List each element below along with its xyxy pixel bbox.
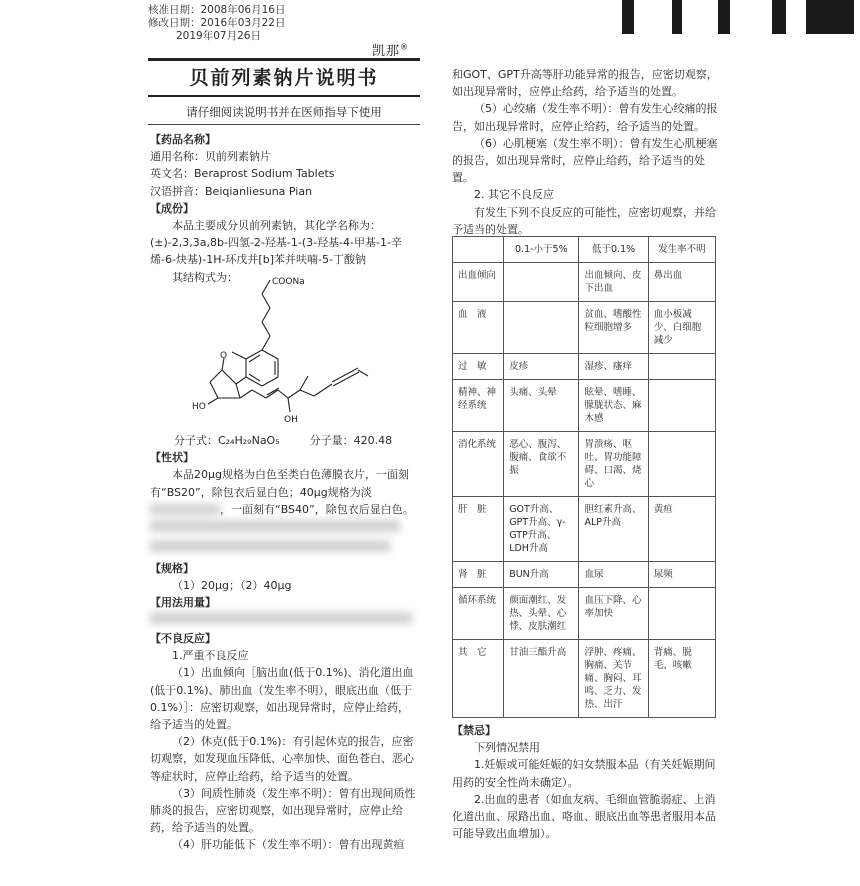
right-line: （5）心绞痛（发生率不明）：曾有发生心绞痛的报告，如出现异常时，应停止给药，给予适当的处置。 [452, 102, 718, 133]
table-row [453, 302, 716, 354]
table-cell: 血尿 [579, 562, 648, 588]
approval-date: 核准日期：2008年06月16日 [148, 4, 286, 16]
hydroxyl-label-2: OH [284, 415, 298, 425]
spec-section [150, 560, 416, 612]
table-cell [504, 263, 579, 302]
redacted-block [150, 540, 390, 552]
spec-heading: 【规格】 [150, 562, 194, 575]
table-cell [648, 432, 715, 497]
document-title: 贝前列素钠片说明书 [189, 67, 379, 89]
adverse-line: 1.严重不良反应 [172, 649, 249, 663]
table-cell: 出血倾向 [453, 263, 504, 302]
coona-label: COONa [272, 277, 305, 287]
appearance-text-2: ，一面刻有“BS40”，除包衣后显白色。 [150, 501, 416, 518]
table-cell: 肾 脏 [453, 562, 504, 588]
table-row [453, 562, 716, 588]
appearance-text: 本品20μg规格为白色至类白色薄膜衣片，一面刻有“BS20”，除包衣后显白色；40μg规格为淡 [150, 468, 409, 499]
table-cell: 尿频 [648, 562, 715, 588]
table-row [453, 380, 716, 432]
table-cell: 胆红素升高、ALP升高 [579, 497, 648, 562]
redacted-block [150, 504, 220, 515]
table-cell: 颜面潮红、发热、头晕、心悸、皮肤潮红 [504, 588, 579, 640]
table-row [453, 354, 716, 380]
table-cell: 眩晕、嗜睡、朦胧状态、麻木感 [579, 380, 648, 432]
table-row [453, 640, 716, 718]
table-cell: 皮疹 [504, 354, 579, 380]
table-cell: 消化系统 [453, 432, 504, 497]
table-cell: 浮肿、疼痛、胸痛、关节痛、胸闷、耳鸣、乏力、发热、出汗 [579, 640, 648, 718]
adverse-line: （2）休克(低于0.1%)：有引起休克的报告，应密切观察，如发现血压降低、心率加快、面色苍白、恶心等症状时，应停止给药，给予适当的处置。 [150, 735, 414, 783]
table-cell: 甘油三酯升高 [504, 640, 579, 718]
right-line: 有发生下列不良反应的可能性，应密切观察，并给予适当的处置。 [452, 205, 716, 236]
adverse-section [150, 630, 416, 854]
table-cell: 血小板减少、白细胞减少 [648, 302, 715, 354]
adverse-line: （3）间质性肺炎（发生率不明）：曾有出现间质性肺炎的报告，应密切观察，如出现异常时，应停止给药，给予适当的处置。 [150, 786, 416, 835]
molecular-formula: 分子式：C₂₄H₂₉NaO₅ [174, 434, 280, 447]
brand-name: 凯那® [372, 42, 410, 59]
adverse-line: （4）肝功能低下（发生率不明）：曾有出现黄疸 [172, 838, 405, 852]
appearance-heading: 【性状】 [150, 451, 194, 465]
table-header-row [453, 237, 716, 263]
contra-line: 1.妊娠或可能妊娠的妇女禁服本品（有关妊娠期间用药的安全性尚未确定）。 [452, 758, 716, 789]
table-cell: 出血倾向、皮下出血 [579, 263, 648, 302]
table-cell [504, 302, 579, 354]
table-cell: 血 液 [453, 302, 504, 354]
table-row [453, 432, 716, 497]
table-cell: BUN升高 [504, 562, 579, 588]
drug-name-heading: 【药品名称】 [150, 133, 216, 146]
adverse-reactions-table [452, 236, 716, 718]
spec-text: （1）20μg；（2）40μg [172, 579, 292, 593]
table-cell: 头痛、头晕 [504, 380, 579, 432]
table-cell: 贫血、嗜酸性粒细胞增多 [579, 302, 648, 354]
table-cell [648, 588, 715, 640]
formula-line [150, 432, 416, 449]
table-cell: 鼻出血 [648, 263, 715, 302]
subtitle: 请仔细阅读说明书并在医师指导下使用 [186, 105, 382, 119]
revision-dates [148, 4, 285, 43]
table-header: 发生率不明 [648, 237, 715, 263]
revision-date-2: 2019年07月26日 [176, 30, 261, 42]
table-cell [648, 380, 715, 432]
contraindications-heading: 【禁忌】 [452, 724, 496, 737]
table-cell: GOT升高、GPT升高、γ-GTP升高、LDH升高 [504, 497, 579, 562]
adverse-line: （1）出血倾向［脑出血(低于0.1%)、消化道出血(低于0.1%)、肺出血（发生率不明），眼底出血（低于0.1%）］：应密切观察，如出现异常时，应停止给药，给予适当的处置。 [150, 666, 414, 732]
adverse-heading: 【不良反应】 [150, 632, 216, 645]
right-line: （6）心肌梗塞（发生率不明）：曾有发生心肌梗塞的报告，如出现异常时，应停止给药，给予适当的处置。 [452, 136, 718, 185]
table-cell: 湿疹、瘙痒 [579, 354, 648, 380]
english-name: 英文名：Beraprost Sodium Tablets [150, 167, 335, 181]
table-header [453, 237, 504, 263]
table-cell: 背痛、脱毛、咳嗽 [648, 640, 715, 718]
table-cell: 循环系统 [453, 588, 504, 640]
registered-mark: ® [400, 42, 410, 52]
hydroxyl-label-1: HO [192, 402, 206, 412]
table-cell: 胃溃疡、呕吐、胃功能障碍、口渴、烧心 [579, 432, 648, 497]
molecular-weight: 分子量：420.48 [309, 434, 393, 447]
title-box [148, 58, 420, 97]
table-cell: 其 它 [453, 640, 504, 718]
subtitle-rule [148, 124, 420, 125]
contraindications-section [452, 722, 718, 842]
table-header: 0.1-小于5% [504, 237, 579, 263]
composition-text: 本品主要成分贝前列素钠，其化学名称为：(±)-2,3,3a,8b-四氢-2-羟基-1-(3-羟基-4-甲基-1-辛烯-6-炔基)-1H-环戊并[b]苯并呋喃-5-丁酸钠 [150, 219, 402, 267]
table-row [453, 588, 716, 640]
chemical-structure [190, 272, 390, 432]
usage-heading: 【用法用量】 [150, 596, 216, 610]
print-bar-5 [806, 0, 854, 34]
print-bar-1 [622, 0, 634, 34]
right-line: 和GOT、GPT升高等肝功能异常的报告，应密切观察，如出现异常时，应停止给药，给予适当的处置。 [452, 68, 718, 99]
print-bar-3 [718, 0, 730, 34]
redacted-block [150, 520, 400, 532]
left-column [150, 131, 416, 286]
table-row [453, 263, 716, 302]
table-cell: 过 敏 [453, 354, 504, 380]
table-row [453, 497, 716, 562]
table-header: 低于0.1% [579, 237, 648, 263]
contra-line: 下列情况禁用 [474, 741, 540, 755]
contra-line: 2.出血的患者（如血友病、毛细血管脆弱症、上消化道出血、尿路出血、咯血、眼底出血等患者服用本品可能导致出血增加）。 [452, 792, 716, 841]
revision-date-1: 修改日期：2016年03月22日 [148, 17, 286, 29]
table-cell: 肝 脏 [453, 497, 504, 562]
print-bar-2 [672, 0, 682, 34]
right-line: 2. 其它不良反应 [474, 188, 554, 202]
redacted-block [150, 612, 412, 624]
oxygen-label: O [220, 351, 228, 361]
generic-name: 通用名称：贝前列素钠片 [150, 150, 271, 164]
left-column-lower [150, 432, 416, 518]
pinyin-name: 汉语拼音：Beiqianliesuna Pian [150, 184, 313, 198]
table-cell: 恶心、腹泻、腹痛、食欲不振 [504, 432, 579, 497]
table-cell [648, 354, 715, 380]
right-column [452, 66, 718, 238]
composition-heading: 【成份】 [150, 201, 194, 215]
table-cell: 黄疸 [648, 497, 715, 562]
table-cell: 血压下降、心率加快 [579, 588, 648, 640]
structure-label: 其结构式为： [172, 270, 238, 284]
print-bar-4 [772, 0, 786, 34]
table-cell: 精神、神经系统 [453, 380, 504, 432]
